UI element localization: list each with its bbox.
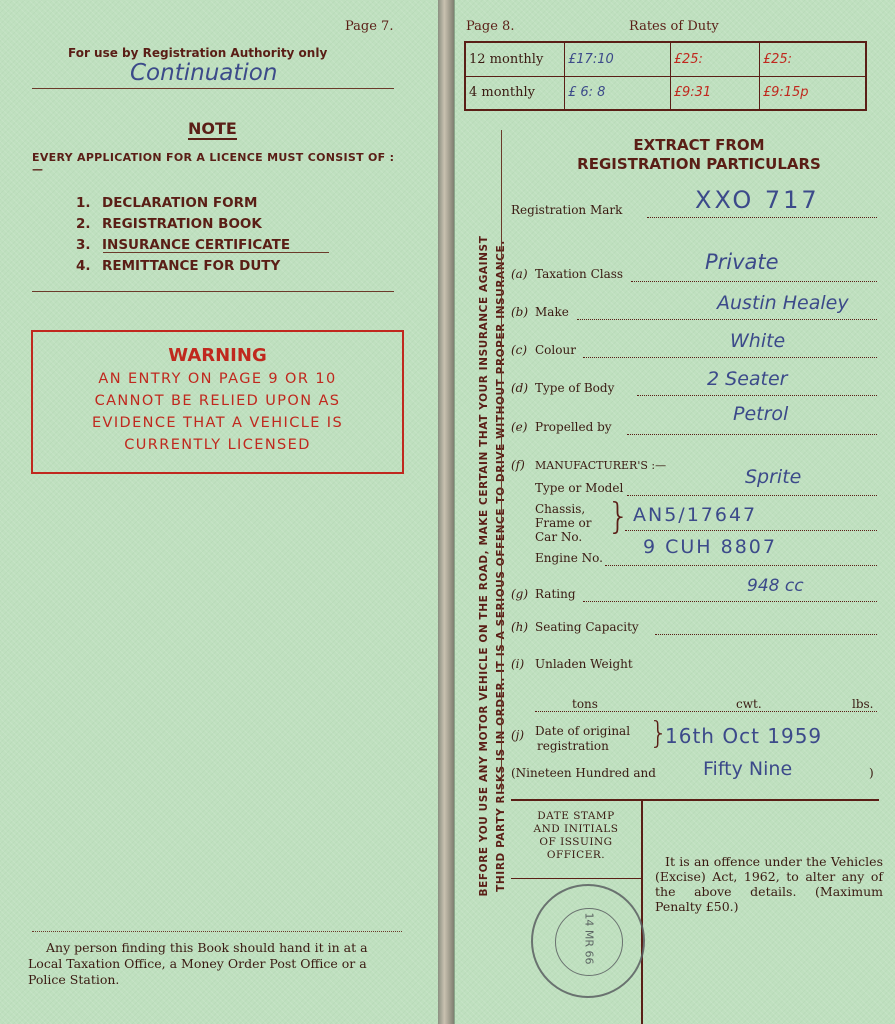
body-type-value: 2 Seater xyxy=(707,368,788,390)
field-label: Taxation Class xyxy=(535,267,624,281)
rates-row: 4 monthly £ 6: 8 £9:31 £9:15p xyxy=(465,76,866,110)
unladen-label: Unladen Weight xyxy=(535,657,633,671)
dotted-line xyxy=(627,434,877,435)
field-letter: (h) xyxy=(511,620,529,634)
field-label: Type of Body xyxy=(535,381,615,395)
vertical-warning-1: BEFORE YOU USE ANY MOTOR VEHICLE ON THE ROAD, MAKE CERTAIN THAT YOUR INSURANCE AGAINST xyxy=(478,235,490,897)
page-8 xyxy=(454,0,895,1024)
rates-title: Rates of Duty xyxy=(629,19,719,34)
field-label: Propelled by xyxy=(535,420,612,434)
divider xyxy=(32,88,394,89)
type-model-label: Type or Model xyxy=(535,481,624,495)
warning-text: AN ENTRY ON PAGE 9 OR 10 CANNOT BE RELIED UPON AS EVIDENCE THAT A VEHICLE IS CURRENTLY LICENSED xyxy=(91,371,344,453)
registration-date-value: 16th Oct 1959 xyxy=(665,724,823,748)
lbs-label: lbs. xyxy=(852,697,874,711)
stamp-label: DATE STAMP AND INITIALS OF ISSUING OFFICER. xyxy=(533,810,619,861)
dotted-line xyxy=(631,281,877,282)
warning-title: WARNING xyxy=(168,345,267,366)
note-item: 1. DECLARATION FORM xyxy=(76,195,258,211)
engine-value: 9 CUH 8807 xyxy=(643,536,777,558)
postmark-stamp xyxy=(531,884,645,998)
brace: } xyxy=(607,496,630,537)
chassis-value: AN5/17647 xyxy=(633,504,758,526)
dotted-line xyxy=(605,565,877,566)
dotted-line xyxy=(637,395,877,396)
rates-row: 12 monthly £17:10 £25: £25: xyxy=(465,42,866,76)
divider xyxy=(32,931,402,932)
note-intro: EVERY APPLICATION FOR A LICENCE MUST CONSIST OF :— xyxy=(32,151,395,176)
dotted-line xyxy=(583,357,877,358)
note-item: 3. INSURANCE CERTIFICATE xyxy=(76,237,291,253)
dotted-line xyxy=(627,495,877,496)
note-list xyxy=(76,193,290,277)
taxation-class-value: Private xyxy=(705,250,779,274)
make-value: Austin Healey xyxy=(717,292,849,314)
page-number-8: Page 8. xyxy=(466,19,515,34)
registration-mark-label: Registration Mark xyxy=(511,203,623,217)
stamp-box-rule xyxy=(641,800,643,1024)
note-title: NOTE xyxy=(188,119,237,138)
cwt-label: cwt. xyxy=(736,697,762,711)
nineteen-label: (Nineteen Hundred and xyxy=(511,766,656,780)
underline xyxy=(103,252,329,253)
field-letter: (b) xyxy=(511,305,529,319)
rating-value: 948 cc xyxy=(747,576,804,596)
divider xyxy=(32,291,394,292)
tons-label: tons xyxy=(572,697,598,711)
nineteen-close: ) xyxy=(869,766,874,780)
rates-table xyxy=(464,41,867,111)
field-letter: (a) xyxy=(511,267,528,281)
field-letter: (i) xyxy=(511,657,525,671)
brace: } xyxy=(649,716,669,751)
book-spine xyxy=(438,0,454,1024)
field-letter: (f) xyxy=(511,458,525,472)
rating-label: Rating xyxy=(535,587,576,601)
dotted-line xyxy=(655,634,877,635)
type-model-value: Sprite xyxy=(745,466,802,488)
manufacturer-label: MANUFACTURER'S :— xyxy=(535,459,667,472)
dotted-line xyxy=(535,711,877,712)
offence-notice: It is an offence under the Vehicles (Excise) Act, 1962, to alter any of the above details. (Maximum Penalty £50.) xyxy=(655,854,883,914)
note-item: 4. REMITTANCE FOR DUTY xyxy=(76,258,281,274)
dotted-line xyxy=(577,319,877,320)
nineteen-value: Fifty Nine xyxy=(703,758,793,780)
column-rule xyxy=(501,130,502,792)
colour-value: White xyxy=(730,330,786,352)
page-number-7: Page 7. xyxy=(345,19,394,34)
extract-title: EXTRACT FROM REGISTRATION PARTICULARS xyxy=(577,136,821,173)
authority-entry: Continuation xyxy=(130,60,278,86)
dotted-line xyxy=(647,217,877,218)
field-label: Make xyxy=(535,305,569,319)
field-letter: (e) xyxy=(511,420,528,434)
divider xyxy=(511,878,641,879)
registration-mark-value: XXO 717 xyxy=(695,186,820,214)
field-letter: (d) xyxy=(511,381,529,395)
dotted-line xyxy=(583,601,877,602)
vertical-warning-2: THIRD PARTY RISKS IS IN ORDER. IT IS A SERIOUS OFFENCE TO DRIVE WITHOUT PROPER INSURANCE. xyxy=(495,240,507,892)
field-letter: (g) xyxy=(511,587,529,601)
engine-label: Engine No. xyxy=(535,551,603,565)
date-label: Date of original registration xyxy=(535,724,631,753)
postmark-date: 14 MR 66 xyxy=(582,912,596,965)
propelled-by-value: Petrol xyxy=(733,403,789,425)
field-label: Colour xyxy=(535,343,576,357)
divider xyxy=(511,799,879,801)
field-letter: (c) xyxy=(511,343,528,357)
field-letter: (j) xyxy=(511,728,525,742)
authority-label: For use by Registration Authority only xyxy=(68,46,328,60)
dotted-line xyxy=(625,530,877,531)
footer-note: Any person finding this Book should hand it in at a Local Taxation Office, a Money Order Post Office or a Police Station. xyxy=(28,940,368,987)
warning-box xyxy=(31,330,404,474)
chassis-label: Chassis, Frame or Car No. xyxy=(535,502,592,544)
note-item: 2. REGISTRATION BOOK xyxy=(76,216,262,232)
page-7 xyxy=(0,0,439,1024)
seating-label: Seating Capacity xyxy=(535,620,639,634)
